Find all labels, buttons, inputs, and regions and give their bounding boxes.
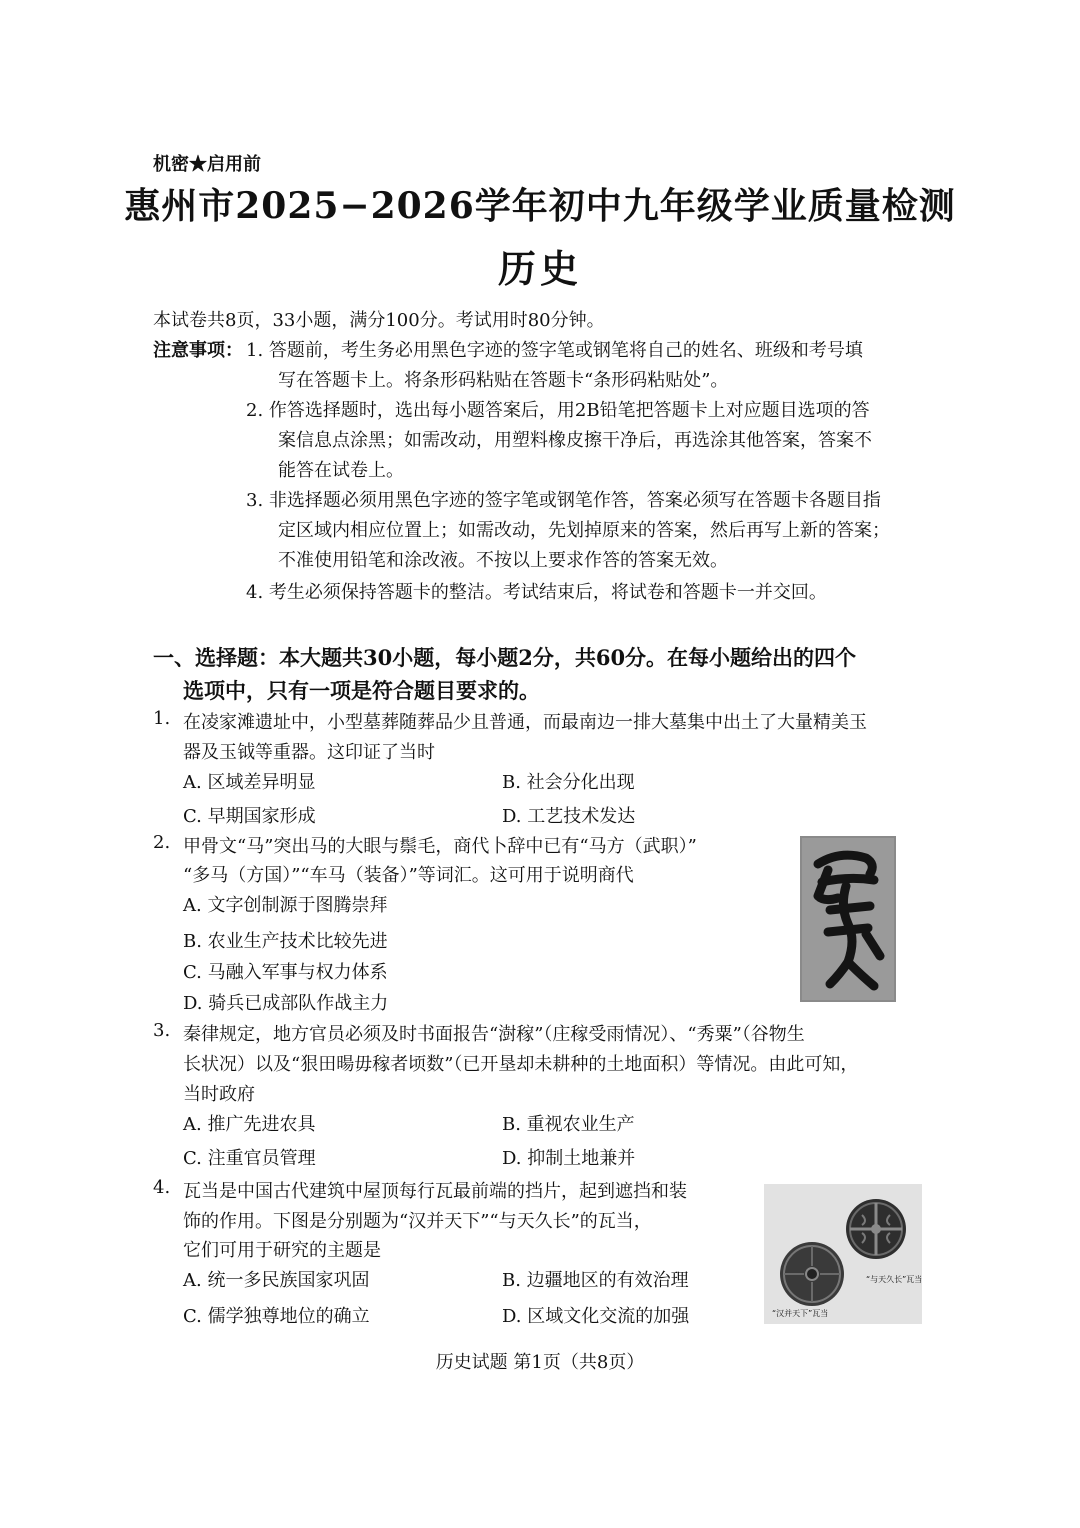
option-a: A. 区域差异明显 (183, 772, 316, 793)
note-line: 写在答题卡上。将条形码粘贴在答题卡“条形码粘贴处”。 (278, 370, 729, 391)
option-d: D. 骑兵已成部队作战主力 (183, 993, 389, 1014)
note-line: 2. 作答选择题时，选出每小题答案后，用2B铅笔把答题卡上对应题目选项的答 (246, 400, 870, 421)
confidential-label: 机密★启用前 (153, 154, 261, 175)
question-number: 1. (153, 708, 171, 729)
option-b: B. 社会分化出现 (502, 772, 635, 793)
option-d: D. 工艺技术发达 (502, 806, 636, 827)
tile-caption-left: “汉并天下”瓦当 (772, 1309, 829, 1318)
note-line: 1. 答题前，考生务必用黑色字迹的签字笔或钢笔将自己的姓名、班级和考号填 (246, 340, 863, 361)
question-stem: 在凌家滩遗址中，小型墓葬随葬品少且普通，而最南边一排大墓集中出土了大量精美玉 (183, 712, 867, 733)
question-stem: 当时政府 (183, 1084, 255, 1105)
tile-caption-right: “与天久长”瓦当 (866, 1275, 922, 1284)
option-d: D. 区域文化交流的加强 (502, 1306, 690, 1327)
option-a: A. 文字创制源于图腾崇拜 (183, 895, 388, 916)
section-heading: 一、选择题：本大题共30小题，每小题2分，共60分。在每小题给出的四个 (153, 645, 857, 670)
option-d: D. 抑制土地兼并 (502, 1148, 636, 1169)
question-stem: 饰的作用。下图是分别题为“汉并天下”“与天久长”的瓦当， (183, 1211, 652, 1232)
question-stem: 长状况）以及“狠田暘毋稼者顷数”（已开垦却未耕种的土地面积）等情况。由此可知， (183, 1054, 859, 1075)
note-line: 案信息点涂黑；如需改动，用塑料橡皮擦干净后，再选涂其他答案，答案不 (278, 430, 872, 451)
intro-text: 本试卷共8页，33小题，满分100分。考试用时80分钟。 (153, 310, 605, 331)
option-c: C. 早期国家形成 (183, 806, 316, 827)
page-footer: 历史试题 第1页（共8页） (435, 1352, 645, 1373)
question-stem: 器及玉钺等重器。这印证了当时 (183, 742, 435, 763)
question-number: 2. (153, 832, 171, 853)
option-c: C. 马融入军事与权力体系 (183, 962, 388, 983)
exam-title: 惠州市2025−2026学年初中九年级学业质量检测 (124, 185, 956, 227)
section-heading-cont: 选项中，只有一项是符合题目要求的。 (183, 678, 540, 703)
eave-tiles-image (764, 1184, 922, 1324)
option-b: B. 农业生产技术比较先进 (183, 931, 388, 952)
note-line: 定区域内相应位置上；如需改动，先划掉原来的答案，然后再写上新的答案； (278, 520, 890, 541)
question-number: 3. (153, 1020, 171, 1041)
oracle-bone-horse-image (800, 836, 896, 1002)
note-line: 能答在试卷上。 (278, 460, 404, 481)
option-c: C. 儒学独尊地位的确立 (183, 1306, 370, 1327)
note-line: 不准使用铅笔和涂改液。不按以上要求作答的答案无效。 (278, 550, 728, 571)
note-line: 3. 非选择题必须用黑色字迹的签字笔或钢笔作答，答案必须写在答题卡各题目指 (246, 490, 881, 511)
question-stem: 瓦当是中国古代建筑中屋顶每行瓦最前端的挡片，起到遮挡和装 (183, 1181, 687, 1202)
option-b: B. 重视农业生产 (502, 1114, 635, 1135)
question-number: 4. (153, 1177, 171, 1198)
option-a: A. 推广先进农具 (183, 1114, 316, 1135)
question-stem: 它们可用于研究的主题是 (183, 1240, 381, 1261)
question-stem: 秦律规定，地方官员必须及时书面报告“澍稼”（庄稼受雨情况）、“秀粟”（谷物生 (183, 1024, 805, 1045)
option-a: A. 统一多民族国家巩固 (183, 1270, 370, 1291)
question-stem: “多马（方国）”“车马（装备）”等词汇。这可用于说明商代 (183, 865, 634, 886)
note-line: 4. 考生必须保持答题卡的整洁。考试结束后，将试卷和答题卡一并交回。 (246, 582, 827, 603)
notes-label: 注意事项： (153, 340, 243, 361)
option-b: B. 边疆地区的有效治理 (502, 1270, 689, 1291)
subject-title: 历史 (497, 246, 582, 291)
question-stem: 甲骨文“马”突出马的大眼与鬃毛，商代卜辞中已有“马方（武职）” (183, 836, 697, 857)
option-c: C. 注重官员管理 (183, 1148, 316, 1169)
